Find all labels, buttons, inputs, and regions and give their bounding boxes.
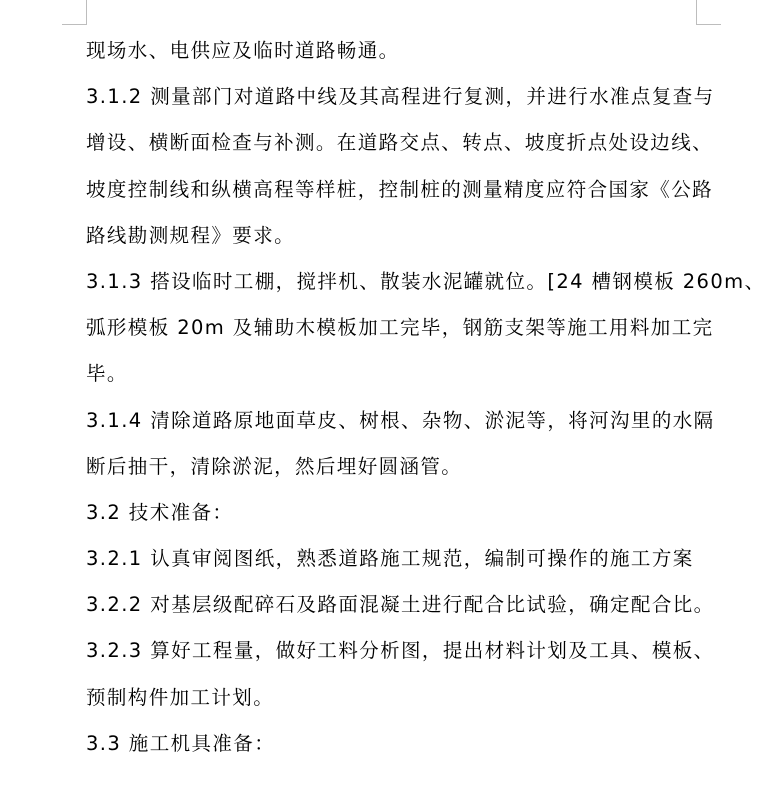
section-heading: 3.3 施工机具准备：	[86, 731, 276, 755]
text-line: 坡度控制线和纵横高程等样桩，控制桩的测量精度应符合国家《公路	[86, 177, 714, 201]
top-right-margin-mark	[696, 0, 721, 25]
text-line: 路线勘测规程》要求。	[86, 223, 296, 247]
text-line: 3.1.2 测量部门对道路中线及其高程进行复测，并进行水准点复查与	[86, 85, 715, 109]
text-line: 弧形模板 20m 及辅助木模板加工完毕，钢筋支架等施工用料加工完	[86, 316, 714, 340]
text-line: 预制构件加工计划。	[86, 685, 275, 709]
text-line: 3.2.1 认真审阅图纸，熟悉道路施工规范，编制可操作的施工方案	[86, 547, 694, 571]
top-left-margin-mark	[62, 0, 87, 25]
text-line: 3.2.3 算好工程量，做好工料分析图，提出材料计划及工具、模板、	[86, 639, 715, 663]
section-heading: 3.2 技术准备：	[86, 500, 234, 524]
text-line: 增设、横断面检查与补测。在道路交点、转点、坡度折点处设边线、	[86, 131, 714, 155]
text-line: 3.1.4 清除道路原地面草皮、树根、杂物、淤泥等，将河沟里的水隔	[86, 408, 715, 432]
text-line: 3.2.2 对基层级配碎石及路面混凝土进行配合比试验，确定配合比。	[86, 593, 715, 617]
text-line: 3.1.3 搭设临时工棚，搅拌机、散装水泥罐就位。[24 槽钢模板 260m、	[86, 269, 766, 293]
text-line: 毕。	[86, 362, 128, 386]
text-line: 断后抽干，清除淤泥，然后埋好圆涵管。	[86, 454, 463, 478]
text-line: 现场水、电供应及临时道路畅通。	[86, 39, 400, 62]
document-body	[86, 28, 766, 767]
